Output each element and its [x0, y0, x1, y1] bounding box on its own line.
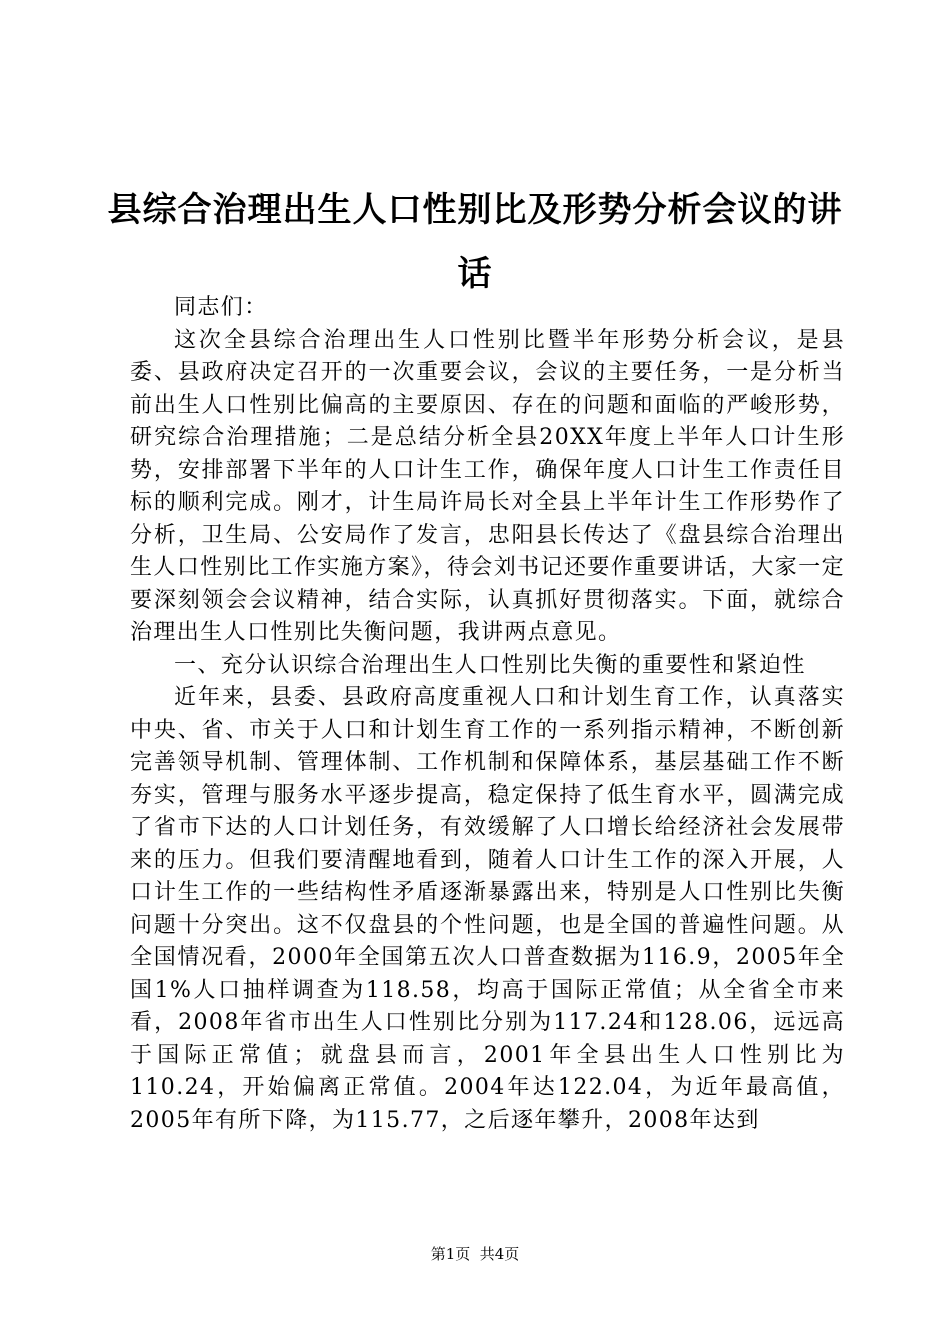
intro-paragraph: 这次全县综合治理出生人口性别比暨半年形势分析会议，是县委、县政府决定召开的一次重要会议，会议的主要任务，一是分析当前出生人口性别比偏高的主要原因、存在的问题和面临的严峻形势，研究综合治理措施；二是总结分析全县20XX年度上半年人口计生形势，安排部署下半年的人口计生工作，确保年度人口计生工作责任目标的顺利完成。刚才，计生局许局长对全县上半年计生工作形势作了分析，卫生局、公安局作了发言，忠阳县长传达了《盘县综合治理出生人口性别比工作实施方案》，待会刘书记还要作重要讲话，大家一定要深刻领会会议精神，结合实际，认真抓好贯彻落实。下面，就综合治理出生人口性别比失衡问题，我讲两点意见。 — [130, 327, 845, 645]
salutation-paragraph: 同志们： — [174, 295, 268, 320]
document-title: 县综合治理出生人口性别比及形势分析会议的讲话 — [107, 190, 843, 294]
page-number: 第1页 共4页 — [430, 1245, 520, 1263]
body-paragraph: 近年来，县委、县政府高度重视人口和计划生育工作，认真落实中央、省、市关于人口和计划生育工作的一系列指示精神，不断创新完善领导机制、管理体制、工作机制和保障体系，基层基础工作不断夯实，管理与服务水平逐步提高，稳定保持了低生育水平，圆满完成了省市下达的人口计划任务，有效缓解了人口增长给经济社会发展带来的压力。但我们要清醒地看到，随着人口计生工作的深入开展，人口计生工作的一些结构性矛盾逐渐暴露出来，特别是人口性别比失衡问题十分突出。这不仅盘县的个性问题，也是全国的普遍性问题。从全国情况看，2000年全国第五次人口普查数据为116.9，2005年全国1%人口抽样调查为118.58，均高于国际正常值；从全省全市来看，2008年省市出生人口性别比分别为117.24和128.06，远远高于国际正常值；就盘县而言，2001年全县出生人口性别比为110.24，开始偏离正常值。2004年达122.04，为近年最高值，2005年有所下降，为115.77，之后逐年攀升，2008年达到 — [130, 685, 845, 1133]
page-footer — [0, 1244, 950, 1264]
section-heading: 一、充分认识综合治理出生人口性别比失衡的重要性和紧迫性 — [174, 652, 806, 678]
document-body — [130, 292, 845, 1137]
